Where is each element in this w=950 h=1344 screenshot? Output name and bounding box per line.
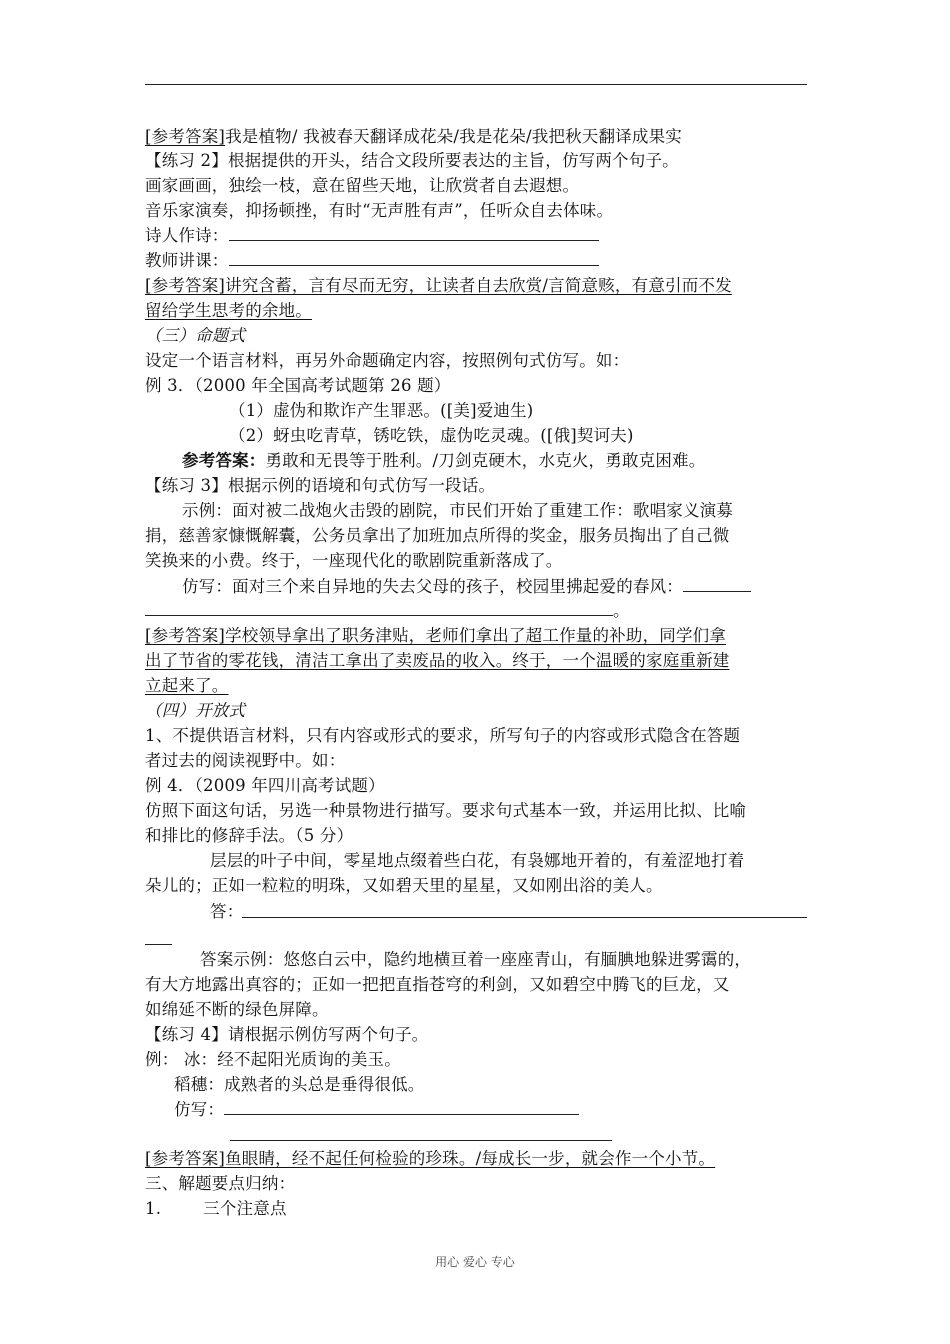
answer-label: [参考答案]: [145, 127, 226, 146]
answer-3-line-3: 立起来了。: [145, 676, 229, 695]
answer-blank: [145, 600, 613, 616]
section-3-title: （三）命题式: [145, 326, 246, 345]
example-4-question-1: 仿照下面这句话，另选一种景物进行描写。要求句式基本一致，并运用比拟、比喻: [145, 801, 747, 820]
answer-blank: [683, 576, 751, 592]
answer-blank: [229, 250, 599, 266]
header-rule: [145, 84, 807, 85]
example-4-title: 例 4．（2009 年四川高考试题）: [145, 776, 385, 795]
answer-3-line-1: [参考答案]学校领导拿出了职务津贴，老师们拿出了超工作量的补助，同学们拿: [145, 626, 727, 645]
section-4-desc-1: 1、不提供语言材料，只有内容或形式的要求，所写句子的内容或形式隐含在答题: [145, 726, 741, 745]
example-3-answer: 参考答案：勇敢和无畏等于胜利。/刀剑克硬木，水克火，勇敢克困难。: [182, 451, 706, 470]
exercise-3-title: 【练习 3】根据示例的语境和句式仿写一段话。: [145, 476, 496, 495]
example-4-sample-3: 如绵延不断的绿色屏障。: [145, 1000, 329, 1019]
exercise-2-line-2: 音乐家演奏，抑扬顿挫，有时“无声胜有声”，任听众自去体味。: [145, 201, 614, 220]
answer-2-line-2: 留给学生思考的余地。: [145, 301, 312, 320]
section-4-title: （四）开放式: [145, 701, 246, 720]
point-1: 1. 三个注意点: [145, 1199, 287, 1218]
example-4-question-2: 和排比的修辞手法。（5 分）: [145, 826, 354, 845]
exercise-4-title: 【练习 4】请根据示例仿写两个句子。: [145, 1025, 429, 1044]
exercise-3-imitate: 仿写：面对三个来自异地的失去父母的孩子，校园里拂起爱的春风：: [182, 575, 751, 599]
example-3-item-2: （2）蚜虫吃青草，锈吃铁，虚伪吃灵魂。([俄]契诃夫): [229, 426, 634, 445]
exercise-2-teacher: 教师讲课：: [145, 249, 599, 273]
answer-1: [参考答案]我是植物/ 我被春天翻译成花朵/我是花朵/我把秋天翻译成果实: [145, 127, 683, 146]
exercise-4-imitate: 仿写：: [174, 1098, 579, 1122]
section-3-desc: 设定一个语言材料，再另外命题确定内容，按照例句式仿写。如：: [145, 351, 630, 370]
answer-line: [242, 917, 807, 918]
answer-blank: [229, 225, 599, 241]
answer-2-line-1: [参考答案]讲究含蓄，言有尽而无穷，让读者自去欣赏/言简意赅，有意引而不发: [145, 276, 732, 295]
exercise-2-poet: 诗人作诗：: [145, 224, 599, 248]
example-4-sentence-1: 层层的叶子中间，零星地点缀着些白花，有袅娜地开着的，有羞涩地打着: [210, 851, 745, 870]
exercise-3-sample-1: 示例：面对被二战炮火击毁的剧院，市民们开始了重建工作：歌唱家义演募: [182, 501, 734, 520]
exercise-3-sample-3: 笑换来的小费。终于，一座现代化的歌剧院重新落成了。: [145, 551, 563, 570]
example-4-sentence-2: 朵儿的；正如一粒粒的明珠，又如碧天里的星星，又如刚出浴的美人。: [145, 876, 663, 895]
summary-title: 三、解题要点归纳：: [145, 1174, 296, 1193]
answer-3-line-2: 出了节省的零花钱，清洁工拿出了卖废品的收入。终于，一个温暖的家庭重新建: [145, 651, 730, 670]
exercise-2-line-1: 画家画画，独绘一枝，意在留些天地，让欣赏者自去遐想。: [145, 176, 580, 195]
answer-line-end: [145, 944, 172, 945]
answer-blank: [224, 1099, 579, 1115]
example-3-title: 例 3．（2000 年全国高考试题第 26 题）: [145, 376, 451, 395]
exercise-3-sample-2: 捐，慈善家慷慨解囊，公务员拿出了加班加点所得的奖金，服务员掏出了自己微: [145, 526, 730, 545]
answer-4: [参考答案]鱼眼睛，经不起任何检验的珍珠。/每成长一步，就会作一个小节。: [145, 1149, 716, 1168]
page-footer: 用心 爱心 专心: [435, 1255, 515, 1269]
example-4-sample-2: 有大方地露出真容的；正如一把把直指苍穹的利剑，又如碧空中腾飞的巨龙，又: [145, 975, 730, 994]
exercise-4-example-1: 例： 冰：经不起阳光质询的美玉。: [145, 1050, 401, 1069]
example-3-item-1: （1）虚伪和欺诈产生罪恶。([美]爱迪生): [229, 401, 534, 420]
exercise-2-title: 【练习 2】根据提供的开头，结合文段所要表达的主旨，仿写两个句子。: [145, 151, 679, 170]
exercise-4-example-2: 稻穗：成熟者的头总是垂得很低。: [174, 1075, 425, 1094]
answer-line: [230, 1140, 612, 1141]
example-4-sample-1: 答案示例：悠悠白云中，隐约地横亘着一座座青山，有腼腆地躲进雾霭的，: [200, 950, 752, 969]
section-4-desc-2: 者过去的阅读视野中。如：: [145, 751, 346, 770]
example-4-answer-label: 答：: [210, 902, 244, 921]
exercise-3-blank-line: 。: [145, 599, 630, 623]
